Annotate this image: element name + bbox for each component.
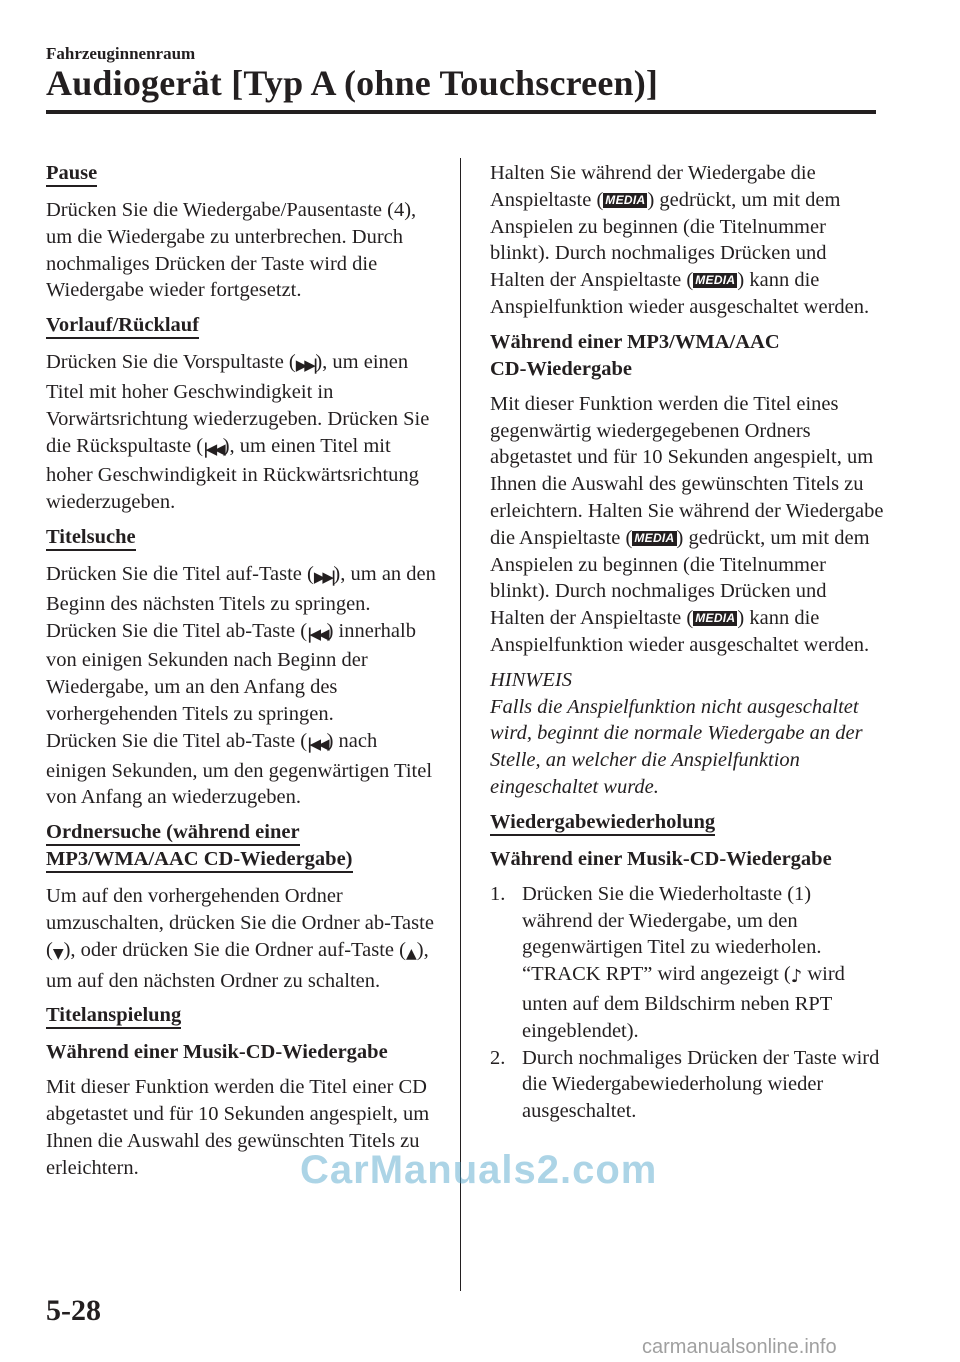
note-title: HINWEIS [490,668,572,691]
scan-text-2: Halten Sie während der Wiedergabe die Anspieltaste ( MEDIA) gedrückt, um mit dem Anspielen zu beginnen (die Titelnummer blinkt). Durch nochmaliges Drücken und Halten der Anspieltaste ( MEDIA) kann die Anspielfunktion wieder ausgeschaltet werden. [490,162,870,318]
left-column [46,160,442,1190]
page-number: 5-28 [46,1294,101,1327]
track-search-text-2: Drücken Sie die Titel ab-Taste (|◀◀) innerhalb von einigen Sekunden nach Beginn der Wiedergabe, um an den Anfang des vorhergehenden Titels zu springen. [46,619,416,725]
mp3-scan-text: Mit dieser Funktion werden die Titel eines gegenwärtig wiedergegebenen Ordners abgetastet und für 10 Sekunden angespielt, um Ihnen die Auswahl des gewünschten Titels zu erleichtern. Halten Sie während der Wiedergabe die Anspieltaste ( MEDIA) gedrückt, um mit dem Anspielen zu beginnen (die Titelnummer blinkt). Durch nochmaliges Drücken und Halten der Anspieltaste ( MEDIA) kann die Anspielfunktion wieder ausgeschaltet werden. [490,392,884,656]
music-note-icon: ♪ [790,966,803,988]
note-text: Falls die Anspielfunktion nicht ausgeschaltet wird, beginnt die normale Wiedergabe an der Stelle, an welcher die Anspielfunktion eingeschaltet wurde. [490,695,863,798]
prev-track-icon: |◀◀ [307,734,327,753]
track-search-heading: Titelsuche [46,524,442,551]
scan-subheading: Während einer Musik-CD-Wiedergabe [46,1041,388,1064]
ff-heading: Vorlauf/Rücklauf [46,312,442,339]
column-divider [460,158,461,1291]
folder-down-icon: ▼ [52,945,64,962]
ff-text: Drücken Sie die Vorspultaste (▶▶|), um einen Titel mit hoher Geschwindigkeit in Vorwärtsrichtung wiederzugeben. Drücken Sie die Rückspultaste (|◀◀), um einen Titel mit hoher Geschwindigkeit in Rückwärtsrichtung wiederzugeben. [46,351,430,514]
prev-track-icon: |◀◀ [203,439,223,458]
next-track-icon: ▶▶| [295,356,316,375]
section-kicker: Fahrzeuginnenraum [46,44,196,63]
repeat-subheading: Während einer Musik-CD-Wiedergabe [490,847,832,870]
footer-site: carmanualsonline.info [642,1336,837,1358]
track-search-text-1: Drücken Sie die Titel auf-Taste (▶▶|), um an den Beginn des nächsten Titels zu springen. [46,562,436,615]
right-column [490,160,886,1125]
prev-track-icon: |◀◀ [307,624,327,643]
media-button-icon: MEDIA [695,611,736,626]
pause-text: Drücken Sie die Wiedergabe/Pausentaste (4), um die Wiedergabe zu unterbrechen. Durch nochmaliges Drücken der Taste wird die Wiedergabe wieder fortgesetzt. [46,199,417,302]
pause-heading: Pause [46,160,442,187]
repeat-heading: Wiedergabewiederholung [490,809,886,836]
next-track-icon: ▶▶| [313,567,334,586]
folder-search-text: Um auf den vorhergehenden Ordner umzuschalten, drücken Sie die Ordner ab-Taste (▼), oder drücken Sie die Ordner auf-Taste (▲), um auf den nächsten Ordner zu schalten. [46,885,434,992]
folder-search-heading: Ordnersuche (während einer MP3/WMA/AAC CD-Wiedergabe) [46,819,442,873]
media-button-icon: MEDIA [695,273,736,288]
chapter-title: Audiogerät [Typ A (ohne Touchscreen)] [46,63,659,103]
list-item: 2. Durch nochmaliges Drücken der Taste wird die Wiedergabewiederholung wieder ausgeschaltet. [490,1046,880,1123]
scan-heading: Titelanspielung [46,1002,442,1029]
repeat-steps [490,881,886,1125]
media-button-icon: MEDIA [634,530,675,545]
track-search-text-3: Drücken Sie die Titel ab-Taste (|◀◀) nach einigen Sekunden, um den gegenwärtigen Titel von Anfang an wiederzugeben. [46,729,433,809]
media-button-icon: MEDIA [605,192,646,207]
folder-up-icon: ▲ [405,945,417,962]
watermark: CarManuals2.com [300,1148,658,1192]
header-rule [46,110,876,114]
list-item: 1. Drücken Sie die Wiederholtaste (1) während der Wiedergabe, um den gegenwärtigen Titel zu wiederholen. “TRACK RPT” wird angezeigt (♪ wird unten auf dem Bildschirm neben RPT eingeblendet). [490,882,845,1042]
scan-text: Mit dieser Funktion werden die Titel einer CD abgetastet und für 10 Sekunden angespielt, um Ihnen die Auswahl des gewünschten Titels zu erleichtern. [46,1076,430,1179]
mp3-scan-heading: Während einer MP3/WMA/AAC CD-Wiedergabe [490,330,780,380]
